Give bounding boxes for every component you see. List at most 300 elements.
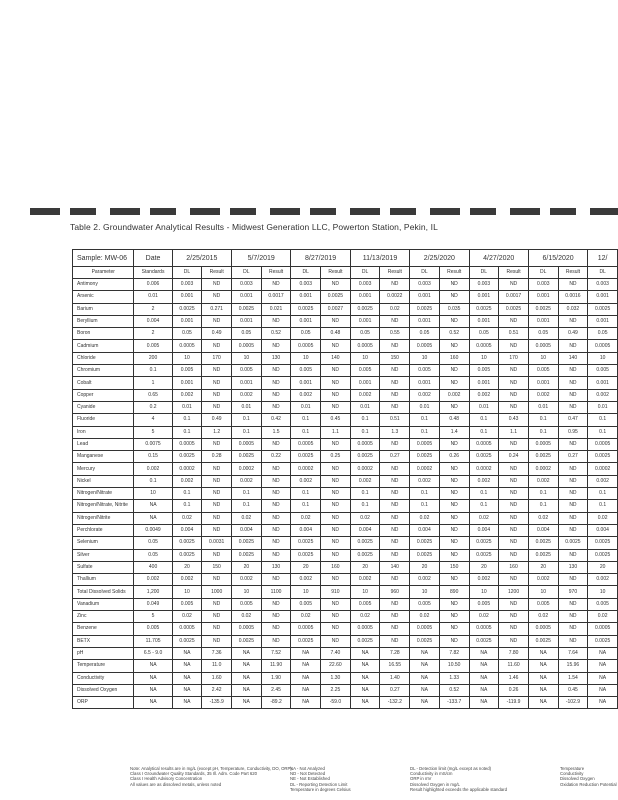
dl-cell: 0.1 <box>350 426 380 438</box>
result-cell: -135.9 <box>202 697 232 709</box>
date-column-header: 4/27/2020 <box>469 250 528 267</box>
result-cell: ND <box>558 598 588 610</box>
result-cell: 150 <box>202 561 232 573</box>
result-cell: 0.52 <box>439 684 469 696</box>
dl-cell: 0.1 <box>172 414 202 426</box>
dl-cell: 0.0025 <box>172 635 202 647</box>
dl-cell: 0.0005 <box>588 438 618 450</box>
result-cell: ND <box>380 611 410 623</box>
result-cell: 0.24 <box>499 451 529 463</box>
result-cell: ND <box>499 438 529 450</box>
dl-cell: 0.001 <box>469 315 499 327</box>
result-cell: ND <box>321 377 351 389</box>
dl-cell: NA <box>232 660 262 672</box>
result-cell: ND <box>558 389 588 401</box>
date-header: Date <box>134 250 172 267</box>
table-row <box>73 426 618 438</box>
parameter-cell: Cobalt <box>73 377 134 389</box>
result-cell: 1.3 <box>380 426 410 438</box>
dl-cell: 20 <box>291 561 321 573</box>
dl-cell: 0.0025 <box>350 451 380 463</box>
dl-cell: 10 <box>410 352 440 364</box>
result-cell: ND <box>558 340 588 352</box>
dl-cell: 10 <box>291 586 321 598</box>
dl-cell: NA <box>469 672 499 684</box>
standard-cell: NA <box>134 500 172 512</box>
dl-cell: 0.005 <box>588 598 618 610</box>
result-cell: ND <box>558 488 588 500</box>
result-cell: -132.2 <box>380 697 410 709</box>
scan-edge-dash <box>150 208 176 215</box>
result-cell: ND <box>380 488 410 500</box>
result-cell: ND <box>380 365 410 377</box>
dl-cell: 10 <box>528 352 558 364</box>
dl-cell: NA <box>232 647 262 659</box>
note-line: Class I Health Advisory Concentration <box>130 776 203 782</box>
standard-cell: 5 <box>134 611 172 623</box>
dl-cell: 10 <box>528 586 558 598</box>
dl-cell: 0.0002 <box>410 463 440 475</box>
note-line: Class I Groundwater Quality Standards, 35 Ill. Adm. Code Part 620 <box>130 771 258 777</box>
dl-cell: 0.002 <box>350 389 380 401</box>
result-cell: ND <box>439 279 469 291</box>
dl-subheader: DL <box>291 267 321 279</box>
parameter-cell: Antimony <box>73 279 134 291</box>
result-cell: ND <box>558 623 588 635</box>
result-cell: 2.42 <box>202 684 232 696</box>
dl-cell: 0.01 <box>588 401 618 413</box>
dl-cell: NA <box>410 672 440 684</box>
dl-cell: 0.005 <box>291 598 321 610</box>
scan-edge-dash <box>270 208 300 215</box>
parameter-cell: Nitrogen/Nitrate <box>73 488 134 500</box>
dl-cell: 0.001 <box>350 377 380 389</box>
dl-cell: 0.0025 <box>588 549 618 561</box>
table-row <box>73 623 618 635</box>
result-cell: ND <box>202 315 232 327</box>
result-cell: 2.45 <box>261 684 291 696</box>
result-cell: 160 <box>499 561 529 573</box>
result-cell: ND <box>439 475 469 487</box>
dl-cell: 20 <box>410 561 440 573</box>
result-cell: ND <box>499 365 529 377</box>
dl-cell: 0.004 <box>232 524 262 536</box>
result-cell: 7.36 <box>202 647 232 659</box>
dl-cell: 0.001 <box>350 291 380 303</box>
dl-cell: 0.02 <box>410 611 440 623</box>
dl-cell: 0.1 <box>291 500 321 512</box>
dl-cell: NA <box>232 672 262 684</box>
dl-cell: 0.002 <box>172 389 202 401</box>
dl-cell: 0.0002 <box>172 463 202 475</box>
result-cell: ND <box>261 524 291 536</box>
dl-cell: 0.001 <box>588 377 618 389</box>
result-cell: ND <box>202 598 232 610</box>
parameter-cell: Silver <box>73 549 134 561</box>
dl-cell: 0.0025 <box>350 635 380 647</box>
table-row <box>73 561 618 573</box>
dl-cell: 0.0025 <box>350 537 380 549</box>
dl-cell: 0.0025 <box>232 537 262 549</box>
note-line: NA - Not Analyzed <box>290 766 325 771</box>
result-cell: ND <box>380 438 410 450</box>
dl-cell: 0.005 <box>350 365 380 377</box>
dl-cell: NA <box>232 684 262 696</box>
dl-cell: 0.001 <box>232 315 262 327</box>
notes-far-right <box>560 766 617 787</box>
dl-cell: 0.004 <box>410 524 440 536</box>
dl-cell: 0.005 <box>232 365 262 377</box>
dl-cell: 0.003 <box>172 279 202 291</box>
result-cell: ND <box>439 500 469 512</box>
dl-subheader: DL <box>469 267 499 279</box>
dl-cell: 10 <box>588 352 618 364</box>
dl-cell: 0.001 <box>172 377 202 389</box>
dl-cell: 0.002 <box>350 574 380 586</box>
result-cell: ND <box>499 475 529 487</box>
date-column-header: 2/25/2020 <box>410 250 469 267</box>
dl-cell: 0.001 <box>291 291 321 303</box>
parameter-cell: Manganese <box>73 451 134 463</box>
dl-cell: 0.1 <box>410 426 440 438</box>
result-cell: ND <box>499 574 529 586</box>
dl-cell: 0.0025 <box>469 635 499 647</box>
dl-cell: 0.003 <box>291 279 321 291</box>
standards-header: Standards <box>134 267 172 279</box>
standard-cell: 400 <box>134 561 172 573</box>
table-row <box>73 328 618 340</box>
parameter-cell: Fluoride <box>73 414 134 426</box>
result-cell: ND <box>261 401 291 413</box>
dl-subheader: DL <box>528 267 558 279</box>
dl-cell: 10 <box>469 352 499 364</box>
result-cell: ND <box>202 524 232 536</box>
scan-edge-dash <box>190 208 220 215</box>
dl-cell: 0.005 <box>528 365 558 377</box>
parameter-cell: Zinc <box>73 611 134 623</box>
dl-cell: 0.02 <box>291 512 321 524</box>
result-cell: ND <box>202 635 232 647</box>
result-subheader: Result <box>558 267 588 279</box>
result-cell: ND <box>202 401 232 413</box>
dl-cell: 0.02 <box>232 512 262 524</box>
dl-cell: 10 <box>172 352 202 364</box>
result-cell: ND <box>321 401 351 413</box>
result-cell: 0.28 <box>202 451 232 463</box>
result-cell: ND <box>558 500 588 512</box>
result-cell: 7.64 <box>558 647 588 659</box>
dl-cell: 0.1 <box>528 488 558 500</box>
dl-cell: 0.01 <box>172 401 202 413</box>
table-row <box>73 660 618 672</box>
dl-cell: 0.001 <box>232 291 262 303</box>
dl-cell: NA <box>350 684 380 696</box>
result-cell: ND <box>558 315 588 327</box>
dl-cell: 0.0005 <box>469 438 499 450</box>
result-cell: 0.035 <box>439 303 469 315</box>
result-cell: 0.51 <box>499 328 529 340</box>
dl-cell: 0.002 <box>588 389 618 401</box>
table-row <box>73 524 618 536</box>
dl-cell: 10 <box>588 586 618 598</box>
result-cell: ND <box>321 537 351 549</box>
dl-cell: 0.0025 <box>350 303 380 315</box>
table-row <box>73 488 618 500</box>
result-cell: ND <box>321 635 351 647</box>
result-cell: ND <box>261 488 291 500</box>
result-cell: ND <box>558 377 588 389</box>
note-line: Dissolved Oxygen <box>560 776 595 782</box>
standard-cell: 0.006 <box>134 279 172 291</box>
dl-cell: 0.001 <box>588 315 618 327</box>
table-row <box>73 574 618 586</box>
result-cell: 150 <box>439 561 469 573</box>
result-cell: 0.26 <box>499 684 529 696</box>
dl-cell: NA <box>172 697 202 709</box>
parameter-cell: Sulfate <box>73 561 134 573</box>
standard-cell: 0.002 <box>134 574 172 586</box>
dl-cell: 0.0025 <box>291 549 321 561</box>
result-cell: ND <box>439 549 469 561</box>
dl-cell: 10 <box>232 352 262 364</box>
result-cell: ND <box>380 389 410 401</box>
dl-cell: 0.004 <box>588 524 618 536</box>
note-line: All values are as dissolved metals, unless noted <box>130 781 222 787</box>
table-row <box>73 549 618 561</box>
result-cell: ND <box>261 438 291 450</box>
dl-subheader: DL <box>410 267 440 279</box>
dl-cell: 0.002 <box>350 475 380 487</box>
dl-cell: 0.001 <box>172 315 202 327</box>
dl-cell: 10 <box>232 586 262 598</box>
result-cell: ND <box>202 623 232 635</box>
result-cell: 160 <box>439 352 469 364</box>
result-cell: 0.0016 <box>558 291 588 303</box>
parameter-cell: Nitrogen/Nitrite <box>73 512 134 524</box>
result-cell: ND <box>499 635 529 647</box>
standard-cell: 11.705 <box>134 635 172 647</box>
result-cell: ND <box>499 377 529 389</box>
dl-cell: 0.0025 <box>410 549 440 561</box>
dl-cell: 0.003 <box>410 279 440 291</box>
result-cell: ND <box>558 463 588 475</box>
standard-cell: 2 <box>134 303 172 315</box>
result-cell: ND <box>499 537 529 549</box>
result-cell: 0.02 <box>380 303 410 315</box>
scan-edge-artifact <box>0 200 618 218</box>
table-row <box>73 303 618 315</box>
table-row <box>73 340 618 352</box>
standard-cell: NA <box>134 512 172 524</box>
dl-cell: NA <box>528 672 558 684</box>
parameter-cell: Beryllium <box>73 315 134 327</box>
result-cell: 0.0027 <box>321 303 351 315</box>
scan-edge-dash <box>590 208 618 215</box>
table-row <box>73 537 618 549</box>
dl-cell: 0.001 <box>291 315 321 327</box>
result-cell: ND <box>558 475 588 487</box>
standard-cell: 0.049 <box>134 598 172 610</box>
dl-cell: 0.05 <box>410 328 440 340</box>
standard-cell: 0.65 <box>134 389 172 401</box>
dl-cell: 0.004 <box>350 524 380 536</box>
result-cell: ND <box>261 611 291 623</box>
result-cell: ND <box>499 279 529 291</box>
dl-cell: 10 <box>172 586 202 598</box>
dl-cell: NA <box>469 684 499 696</box>
dl-cell: 0.01 <box>232 401 262 413</box>
dl-cell: 0.1 <box>588 500 618 512</box>
result-cell: ND <box>558 524 588 536</box>
result-cell: ND <box>202 279 232 291</box>
dl-cell: 0.0005 <box>528 623 558 635</box>
standard-cell: 2 <box>134 328 172 340</box>
result-cell: ND <box>202 340 232 352</box>
result-cell: ND <box>380 574 410 586</box>
parameter-cell: BETX <box>73 635 134 647</box>
dl-cell: 0.001 <box>350 315 380 327</box>
dl-cell: 20 <box>588 561 618 573</box>
dl-cell: NA <box>350 660 380 672</box>
result-cell: ND <box>499 611 529 623</box>
result-cell: ND <box>380 377 410 389</box>
result-cell: 11.60 <box>499 660 529 672</box>
dl-cell: 0.004 <box>469 524 499 536</box>
parameter-cell: Chromium <box>73 365 134 377</box>
dl-cell: 0.0005 <box>172 340 202 352</box>
date-column-header: 11/13/2019 <box>350 250 409 267</box>
result-cell: 1.1 <box>499 426 529 438</box>
dl-cell: NA <box>350 672 380 684</box>
result-cell: ND <box>261 598 291 610</box>
parameter-cell: Total Dissolved Solids <box>73 586 134 598</box>
dl-cell: 0.0025 <box>410 303 440 315</box>
result-cell: 22.60 <box>321 660 351 672</box>
standard-cell: NA <box>134 697 172 709</box>
result-cell: ND <box>380 512 410 524</box>
dl-cell: NA <box>172 647 202 659</box>
dl-cell: 0.1 <box>528 426 558 438</box>
scan-edge-dash <box>230 208 256 215</box>
result-cell: ND <box>439 365 469 377</box>
table-row <box>73 684 618 696</box>
result-cell: ND <box>380 635 410 647</box>
table-row <box>73 315 618 327</box>
standard-cell: 0.005 <box>134 623 172 635</box>
dl-cell: 0.002 <box>528 574 558 586</box>
scan-edge-dash <box>350 208 380 215</box>
result-cell: ND <box>321 475 351 487</box>
parameter-cell: Chloride <box>73 352 134 364</box>
dl-subheader: DL <box>350 267 380 279</box>
standard-cell: 0.002 <box>134 463 172 475</box>
dl-cell: 0.002 <box>528 389 558 401</box>
standard-cell: NA <box>134 672 172 684</box>
result-cell: ND <box>261 623 291 635</box>
dl-cell: 0.0025 <box>528 451 558 463</box>
dl-cell: 0.01 <box>469 401 499 413</box>
result-cell: 0.52 <box>439 328 469 340</box>
result-cell: ND <box>380 340 410 352</box>
date-column-header: 5/7/2019 <box>232 250 291 267</box>
result-cell: ND <box>558 365 588 377</box>
dl-cell: 0.005 <box>410 598 440 610</box>
table-row <box>73 365 618 377</box>
dl-cell: 0.1 <box>232 426 262 438</box>
dl-cell: 0.0005 <box>350 438 380 450</box>
scan-edge-dash <box>30 208 60 215</box>
result-cell: 960 <box>380 586 410 598</box>
result-cell: ND <box>499 500 529 512</box>
result-cell: ND <box>202 475 232 487</box>
scan-edge-dash <box>70 208 96 215</box>
analytical-results-table <box>72 249 618 709</box>
note-line: ORP in mV <box>410 776 432 782</box>
result-cell: ND <box>499 598 529 610</box>
dl-cell: 0.02 <box>350 512 380 524</box>
dl-cell: 0.02 <box>588 512 618 524</box>
result-cell: ND <box>558 401 588 413</box>
result-cell: 0.0031 <box>202 537 232 549</box>
dl-cell: 0.001 <box>291 377 321 389</box>
dl-cell: 0.0025 <box>232 635 262 647</box>
parameter-cell: Copper <box>73 389 134 401</box>
result-subheader: Result <box>321 267 351 279</box>
dl-cell: 0.001 <box>528 315 558 327</box>
parameter-cell: Iron <box>73 426 134 438</box>
parameter-cell: Lead <box>73 438 134 450</box>
result-cell: 7.82 <box>439 647 469 659</box>
result-cell: ND <box>439 537 469 549</box>
result-cell: 0.26 <box>439 451 469 463</box>
note-line: DL - Reporting Detection Limit <box>290 781 348 787</box>
result-cell: ND <box>499 524 529 536</box>
dl-cell: 0.0025 <box>172 303 202 315</box>
table-row <box>73 586 618 598</box>
notes-left <box>130 766 292 787</box>
dl-cell: NA <box>528 660 558 672</box>
result-cell: ND <box>261 500 291 512</box>
note-line: Conductivity in mS/cm <box>410 771 453 777</box>
result-cell: ND <box>380 623 410 635</box>
dl-cell: 20 <box>350 561 380 573</box>
dl-cell: 0.02 <box>469 512 499 524</box>
date-column-header: 2/25/2015 <box>172 250 231 267</box>
dl-cell: 0.002 <box>528 475 558 487</box>
dl-cell: 0.1 <box>410 488 440 500</box>
dl-cell: NA <box>588 647 618 659</box>
result-cell: ND <box>558 279 588 291</box>
result-cell: 11.0 <box>202 660 232 672</box>
result-cell: -59.0 <box>321 697 351 709</box>
result-cell: ND <box>321 623 351 635</box>
dl-cell: 0.005 <box>588 365 618 377</box>
result-cell: 140 <box>558 352 588 364</box>
result-cell: 130 <box>261 561 291 573</box>
result-cell: 0.55 <box>380 328 410 340</box>
dl-cell: NA <box>350 697 380 709</box>
standard-cell: 1 <box>134 377 172 389</box>
dl-cell: 0.0025 <box>291 303 321 315</box>
result-cell: ND <box>380 463 410 475</box>
dl-cell: 0.0025 <box>588 451 618 463</box>
dl-cell: 0.0005 <box>291 340 321 352</box>
result-cell: 1.40 <box>380 672 410 684</box>
result-cell: 0.0025 <box>321 291 351 303</box>
result-cell: 0.49 <box>202 328 232 340</box>
dl-cell: NA <box>291 647 321 659</box>
table-row <box>73 438 618 450</box>
